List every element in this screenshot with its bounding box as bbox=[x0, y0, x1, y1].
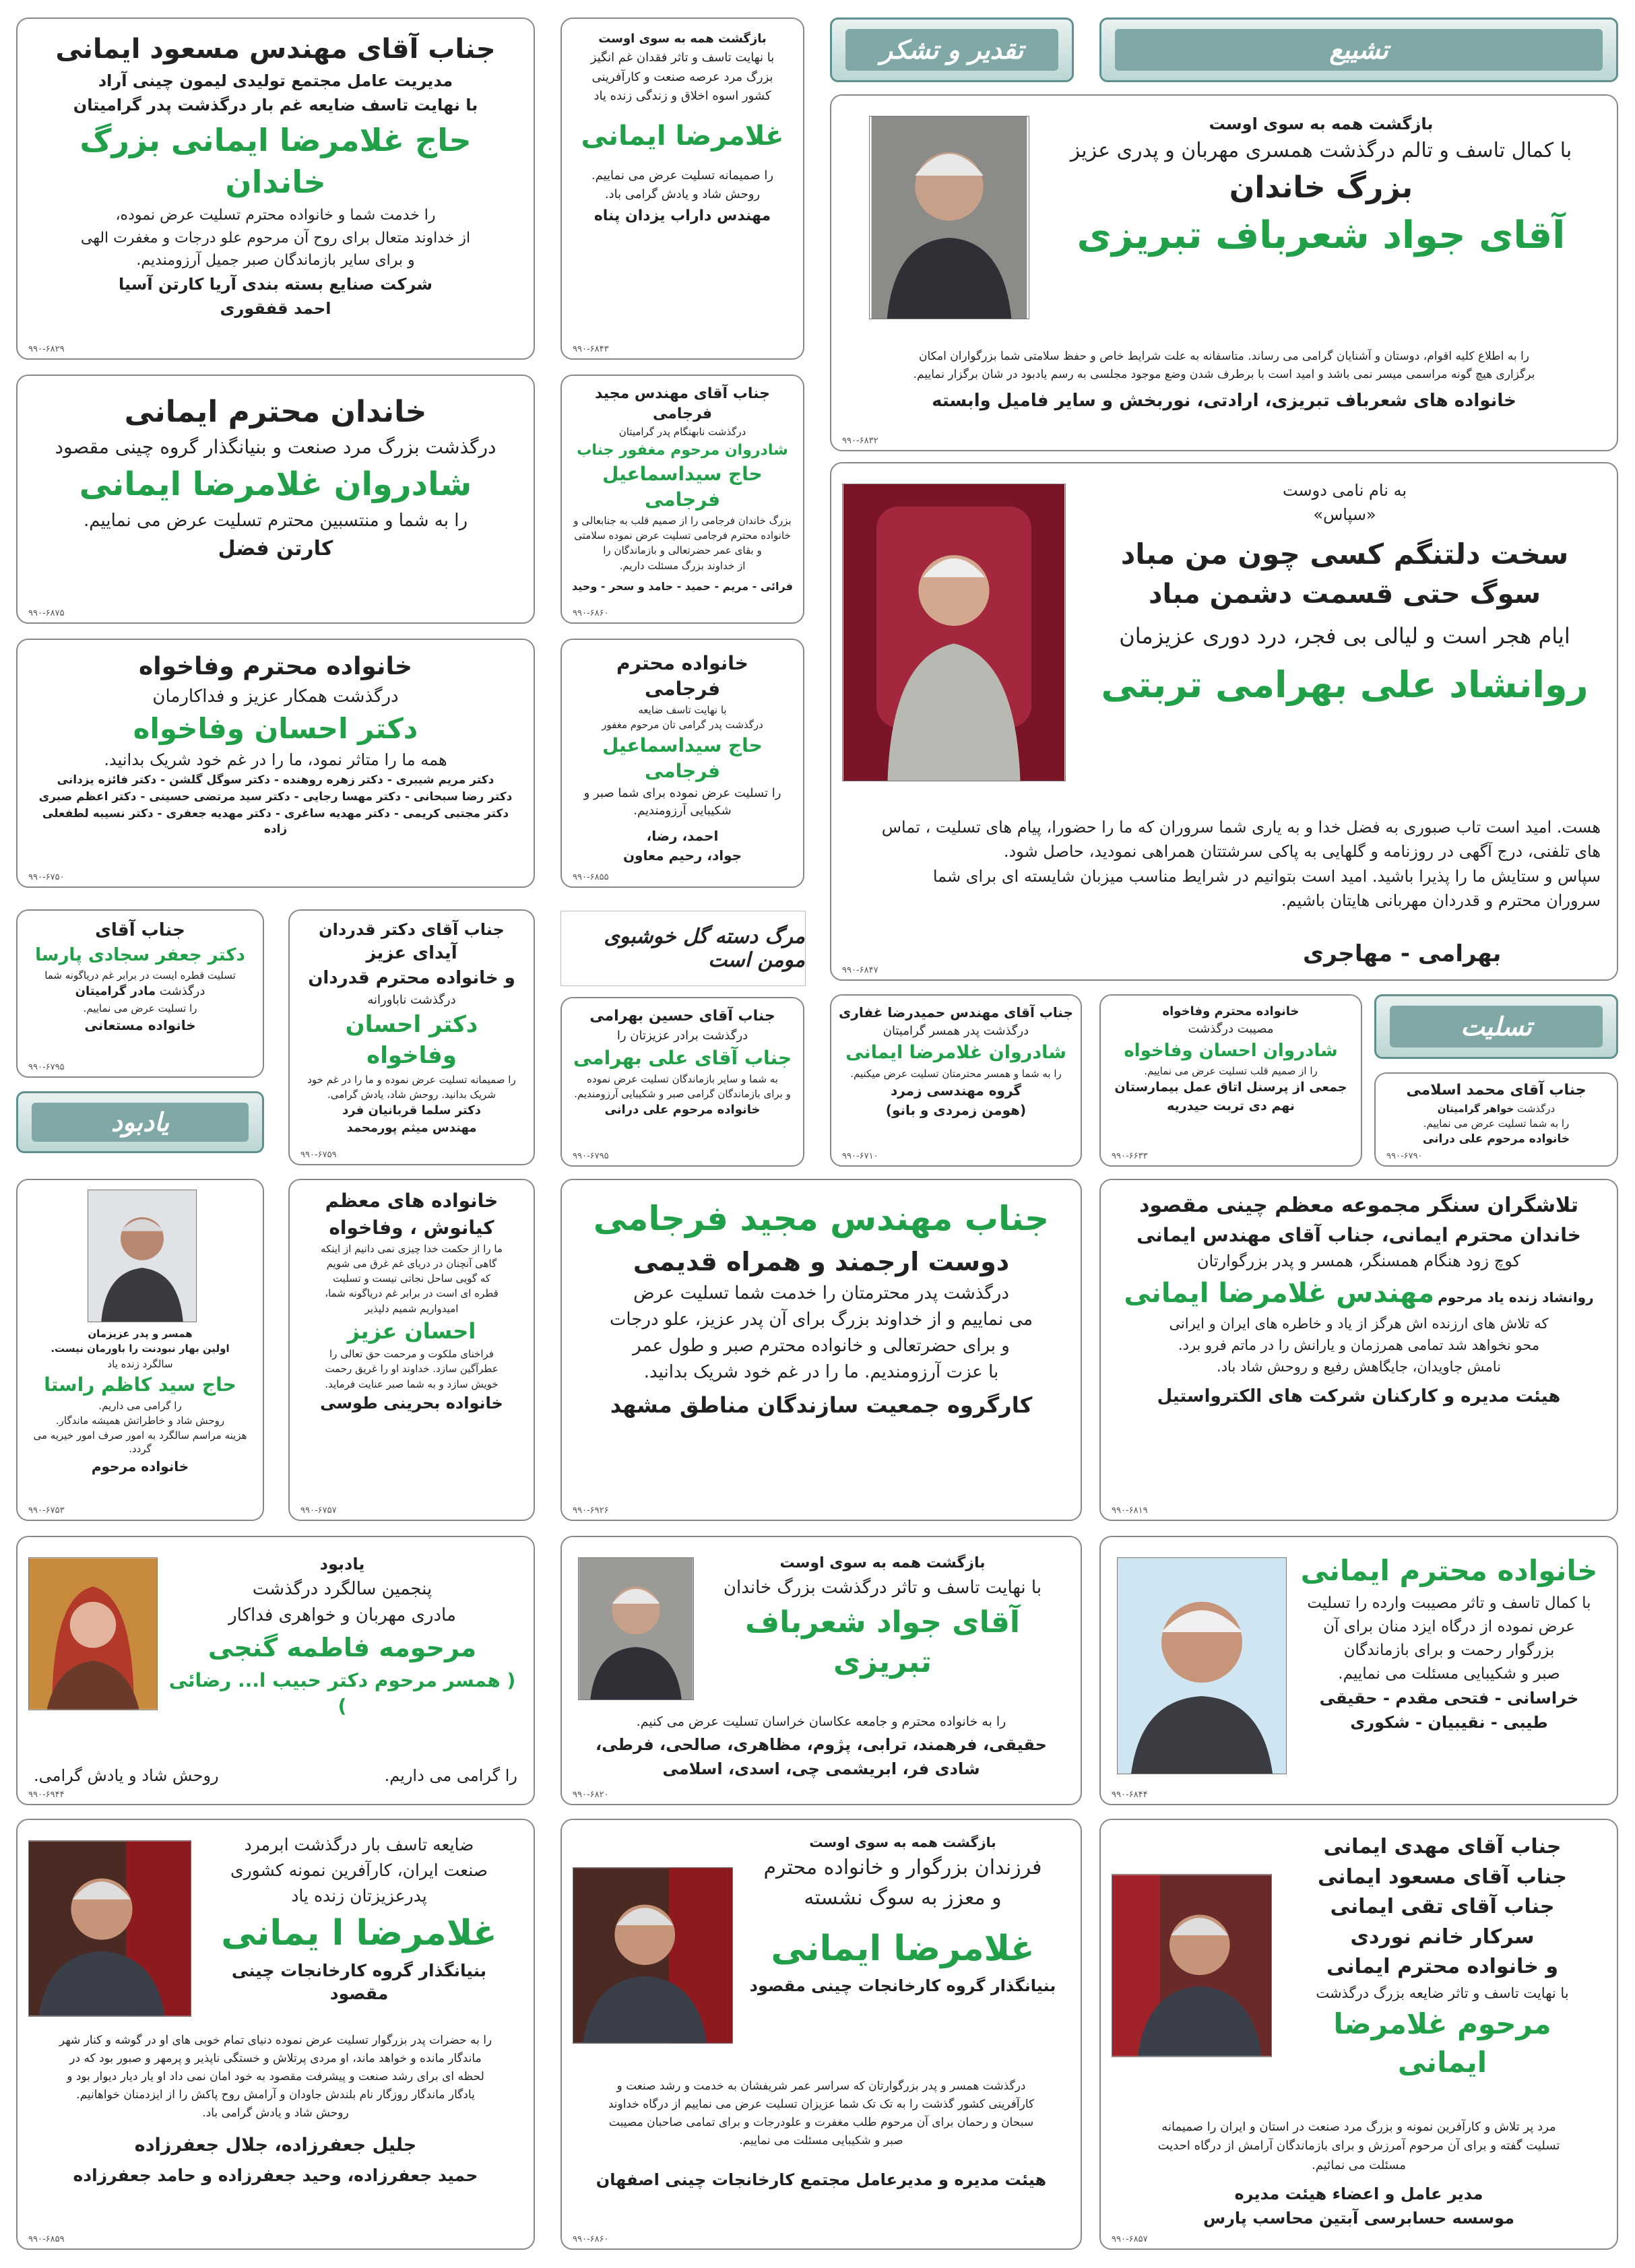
ad-line: هست. امید است تاب صبوری به فضل خدا و به یاری شما سروران که ما را حضورا، پیام های تسلیت ، تماس bbox=[881, 818, 1601, 837]
ad-eslami bbox=[1374, 1072, 1618, 1167]
ad-line: و برای سایر بازماندگان صبر جمیل آرزومندیم. bbox=[136, 252, 415, 269]
ad-line: و معزز به سوگ نشسته bbox=[804, 1885, 1002, 1910]
ad-line: را به شما و همسر محترمتان تسلیت عرض میکنیم. bbox=[850, 1067, 1062, 1080]
ad-line: دکتر مجتبی کریمی - دکتر مهدیه ساغری - دکتر مهدیه جعفری - دکتر نسیبه لطفعلی زاده bbox=[42, 806, 509, 836]
ad-line: درگذشت bbox=[159, 984, 205, 999]
ad-line: را گرامی می داریم. bbox=[98, 1399, 182, 1412]
ad-line: را تسلیت عرض نموده برای شما صبر و bbox=[583, 785, 781, 800]
ad-code: ۹۹۰-۶۷۹۵ bbox=[573, 1151, 609, 1161]
ad-deceased-name: غلامرضا ایمانی bbox=[581, 121, 784, 152]
ad-deceased-name: دکتر احسان وفاخواه bbox=[133, 711, 418, 745]
ad-line: سبحان و رحمان برای آن مرحوم طلب مغفرت و علودرجات و برای تمامی صاحبان مصیبت bbox=[608, 2115, 1034, 2129]
ad-line: را به شما تسلیت عرض می نماییم. bbox=[1423, 1117, 1570, 1130]
ad-signature: بهرامی - مهاجری bbox=[1303, 940, 1502, 968]
ad-line: را به خانواده محترم و جامعه عکاسان خراسان تسلیت عرض می کنیم. bbox=[636, 1714, 1006, 1729]
ad-line: که گویی ساحل نجاتی نیست و تسلیت bbox=[332, 1272, 491, 1285]
ad-deceased-name: حاج سیداسماعیل فرجامی bbox=[602, 463, 763, 511]
header-tasliyat-label: تسلیت bbox=[1461, 1012, 1532, 1041]
ad-code: ۹۹۰-۶۷۹۵ bbox=[28, 1062, 65, 1072]
ad-line: به شما و سایر بازماندگان تسلیت عرض نموده bbox=[587, 1072, 778, 1085]
ad-line: جناب آقای مهندس حمیدرضا غفاری bbox=[838, 1004, 1074, 1020]
portrait-photo bbox=[869, 116, 1029, 319]
ad-line: تلاشگران سنگر مجموعه معظم چینی مقصود bbox=[1139, 1194, 1579, 1217]
ad-signature: احمد قفقوری bbox=[220, 299, 331, 319]
ad-line: را به شما و منتسبین محترم تسلیت عرض می نماییم. bbox=[83, 510, 468, 531]
ad-line: می نماییم و از خداوند بزرگ برای آن پدر عزیز، علو درجات bbox=[609, 1309, 1033, 1330]
ad-signature: کارتن فضل bbox=[218, 537, 333, 561]
ad-line: قطره ای است در برابر غم دریاگونه شما، bbox=[325, 1287, 499, 1300]
ad-deceased-name: دکتر احسان وفاخواه bbox=[345, 1010, 478, 1069]
ad-signature: مدیر عامل و اعضاء هیئت مدیره bbox=[1234, 2184, 1483, 2203]
ad-line: عرض نموده از درگاه ایزد منان برای آن bbox=[1323, 1617, 1575, 1635]
ad-abtin-audit bbox=[1099, 1819, 1618, 2250]
ad-line: روحش شاد و یادش گرامی باد. bbox=[202, 2106, 349, 2120]
ad-line: روحش شاد و یادش گرامی. bbox=[34, 1766, 219, 1785]
ad-deceased-name: غلامرضا ا یمانی bbox=[221, 1913, 497, 1954]
ad-isfahan-china bbox=[560, 1819, 1082, 2250]
ad-line: جناب آقای محمد اسلامی bbox=[1406, 1082, 1586, 1099]
ad-deceased-name: خانواده محترم ایمانی bbox=[1300, 1554, 1598, 1587]
ad-code: ۹۹۰-۶۸۴۷ bbox=[842, 965, 878, 975]
ad-line: بزرگ مرد عرصه صنعت و کارآفرینی bbox=[591, 69, 773, 84]
portrait-photo bbox=[28, 1557, 158, 1710]
ad-line: خانواده محترم فرجامی تسلیت عرض نموده سلامتی bbox=[574, 529, 791, 542]
ad-line: مسئلت می نمائیم. bbox=[1312, 2158, 1406, 2172]
ad-line: ماندگار مانده و خواهد ماند، او مردی پرتلاش و خستگی ناپذیر و پرمهر و صبور بود که در bbox=[69, 2051, 482, 2065]
ad-deceased-name: جناب آقای علی بهرامی bbox=[573, 1046, 792, 1069]
ad-line: برگزاری هیچ گونه مراسمی میسر نمی باشد و امید است با برطرف شدن وضع موجود مجلسی به رسم یادبود در شان برگزار نماییم. bbox=[913, 367, 1535, 381]
ad-line: جناب آقای مهندس مسعود ایمانی bbox=[55, 34, 496, 65]
ad-signature: حقیقی، فرهمند، ترابی، پژوم، مظاهری، صالحی، فرطی، bbox=[596, 1735, 1047, 1754]
ad-deceased-name: احسان عزیز bbox=[347, 1318, 476, 1344]
ad-line: درگذشت بزرگ مرد صنعت و بنیانگذار گروه چینی مقصود bbox=[55, 436, 496, 459]
ad-line: خانواده محترم فرجامی bbox=[616, 652, 748, 700]
ad-deceased-name: مرحومه فاطمه گنجی bbox=[207, 1632, 477, 1662]
ad-deceased-name: مهندس غلامرضا ایمانی bbox=[1124, 1277, 1435, 1309]
ad-signature: نهم دی تربت حیدریه bbox=[1167, 1098, 1295, 1113]
ad-line: امیدواریم شمیم دلپذیر bbox=[364, 1302, 459, 1315]
ad-signature: (هومن زمردی و بانو) bbox=[885, 1101, 1027, 1118]
ad-line: شکیبایی آرزومندیم. bbox=[633, 803, 732, 818]
ad-line: هزینه مراسم سالگرد به امور صرف امور خیریه می گردد. bbox=[33, 1429, 247, 1456]
ad-line: مدیریت عامل مجتمع تولیدی لیمون چینی آراد bbox=[98, 71, 453, 90]
ad-deceased-name: حاج غلامرضا ایمانی بزرگ خاندان bbox=[79, 121, 472, 200]
ad-code: ۹۹۰-۶۸۲۰ bbox=[573, 1790, 609, 1800]
ad-line: جناب آقای مهندس مجید فرجامی bbox=[595, 385, 770, 422]
ad-vafakhah-doctors bbox=[16, 639, 535, 888]
ad-line: درگذشت همکار عزیز و فداکارمان bbox=[152, 686, 399, 707]
ad-ghaffari bbox=[830, 994, 1082, 1167]
ad-line: با عزت آرزومندیم. ما را در غم خود شریک بدانید. bbox=[643, 1362, 999, 1383]
ad-code: ۹۹۰-۶۷۵۹ bbox=[300, 1150, 337, 1160]
ad-line: درگذشت پدر گرامی تان مرحوم مغفور bbox=[602, 718, 763, 731]
ad-line: جناب آقای حسین بهرامی bbox=[589, 1008, 775, 1025]
ad-line: صنعت ایران، کارآفرین نمونه کشوری bbox=[230, 1860, 488, 1880]
header-tasliyat bbox=[1374, 994, 1618, 1059]
ad-line: درگذشت پدر همسر گرامیتان bbox=[883, 1024, 1029, 1038]
ad-code: ۹۹۰-۶۸۶۰ bbox=[573, 608, 609, 618]
ad-line: و بقای عمر حضرتعالی و بازماندگان را bbox=[603, 544, 762, 557]
ad-signature: طیبی - نقیبیان - شکوری bbox=[1350, 1713, 1548, 1732]
portrait-photo bbox=[28, 1840, 191, 2017]
ad-line: شادروان مرحوم مغفور جناب bbox=[577, 441, 788, 459]
ad-line: عطرآگین سازد. خداوند او را غریق رحمت bbox=[325, 1363, 499, 1375]
ad-line: با نهایت تاسف ضایعه bbox=[638, 703, 727, 716]
portrait-photo bbox=[88, 1190, 197, 1322]
ad-line: را از صمیم قلب تسلیت عرض می نماییم. bbox=[1144, 1064, 1318, 1077]
portrait-photo bbox=[1112, 1874, 1272, 2057]
ad-line: با کمال تاسف و تاثر مصیبت وارده را تسلیت bbox=[1307, 1594, 1591, 1612]
ad-line: خاندان محترم ایمانی، جناب آقای مهندس ایمانی bbox=[1136, 1223, 1581, 1246]
ad-line: مادری مهربان و خواهری فداکار bbox=[228, 1605, 456, 1626]
ad-signature: مهندس داراب یزدان پناه bbox=[594, 207, 771, 224]
ad-line: دوست ارجمند و همراه قدیمی bbox=[633, 1246, 1010, 1276]
ad-line: های تلفنی، درج آگهی در روزنامه و گلهایی به پاکی سرشتتان همراهی نمودید، حاصل شود. bbox=[1003, 842, 1601, 862]
ad-line: را صمیمانه تسلیت عرض نموده و ما را در غم خود bbox=[307, 1073, 516, 1086]
ad-line: لحظه ای برای رشد صنعت و پیشرفت مقصود به خود امان نمی داد او یار دیار دیوار بود و bbox=[67, 2069, 484, 2083]
ad-line: خانواده محترم وفاخواه bbox=[1162, 1004, 1300, 1018]
ad-line: شرکت صنایع بسته بندی آریا کارتن آسیا bbox=[119, 275, 432, 294]
ad-line: سوگ حتی قسمت دشمن مباد bbox=[1148, 579, 1541, 610]
ad-line: ایام هجر است و لیالی بی فجر، درد دوری عزیزمان bbox=[1119, 623, 1570, 649]
ad-line: همه ما را متاثر نمود، ما را در غم خود شریک بدانید. bbox=[104, 750, 447, 770]
ad-signature: خانواده مستعانی bbox=[84, 1016, 196, 1033]
ad-line: جناب آقای مسعود ایمانی bbox=[1317, 1865, 1568, 1889]
ad-signature: گروه مهندسی زمرد bbox=[890, 1082, 1022, 1099]
ad-code: ۹۹۰-۶۸۴۴ bbox=[1112, 1790, 1148, 1800]
portrait-photo bbox=[1117, 1557, 1287, 1774]
ad-deceased-name: شادروان غلامرضا ایمانی bbox=[845, 1042, 1066, 1064]
ad-line: یادگار ماندگار روزگار نام بلندش جاودان و آرامش روح پاکش را از ایزدمنان خواهانیم. bbox=[76, 2087, 475, 2102]
ad-line: سخت دلتنگم کسی چون من مباد bbox=[1120, 537, 1569, 571]
ad-line: خواهر گرامیتان bbox=[1437, 1102, 1514, 1115]
ad-jafarzadeh bbox=[16, 1819, 535, 2250]
ad-line: بنیانگذار گروه کارخانجات چینی مقصود bbox=[231, 1961, 487, 2004]
ad-line: بنیانگذار گروه کارخانجات چینی مقصود bbox=[749, 1976, 1056, 1996]
ad-line: را صمیمانه تسلیت عرض می نماییم. bbox=[591, 168, 774, 183]
ad-line: خانواده محترم وفاخواه bbox=[139, 653, 412, 680]
ad-line: خانواده های معظم bbox=[325, 1190, 499, 1212]
ad-masoud-imani bbox=[16, 18, 535, 360]
ad-line: با نهایت تاسف و تاثر درگذشت بزرگ خاندان bbox=[723, 1577, 1042, 1598]
ad-line: بزرگ خاندان فرجامی را از صمیم قلب به جنابعالی و bbox=[573, 514, 792, 527]
ad-line: آیدای عزیز bbox=[366, 943, 457, 964]
ad-code: ۹۹۰-۶۷۵۳ bbox=[28, 1505, 65, 1516]
ad-code: ۹۹۰-۶۸۲۹ bbox=[28, 344, 65, 354]
ad-deceased-name: شادروان احسان وفاخواه bbox=[1124, 1040, 1338, 1061]
ad-code: ۹۹۰-۶۷۵۷ bbox=[300, 1505, 337, 1516]
ad-line: مصیبت درگذشت bbox=[1188, 1022, 1274, 1037]
ad-signature: خانواده بحرینی طوسی bbox=[320, 1393, 503, 1413]
ad-line: بزرگوار رحمت و برای بازماندگان bbox=[1343, 1641, 1555, 1659]
ad-line: درگذشت نابهنگام پدر گرامیتان bbox=[618, 426, 746, 439]
ad-line: مادر گرامیتان bbox=[75, 984, 156, 999]
ad-signature: هیئت مدیره و مدیرعامل مجتمع کارخانجات چینی اصفهان bbox=[596, 2170, 1047, 2189]
ad-line: «سپاس» bbox=[1313, 505, 1376, 525]
ad-line: ( همسر مرحوم دکتر حبیب ا... رضائی ) bbox=[168, 1668, 516, 1717]
ad-line: پنجمین سالگرد درگذشت bbox=[252, 1579, 432, 1600]
ad-line: بزرگ خاندان bbox=[1229, 170, 1413, 205]
ad-line: مرد پر تلاش و کارآفرین نمونه و بزرگ مرد صنعت در استان و ایران را صمیمانه bbox=[1161, 2120, 1556, 2134]
header-yadbud-label: یادبود bbox=[110, 1107, 170, 1137]
ad-shaarbaf-tabrizi bbox=[830, 94, 1618, 451]
ad-line: را خدمت شما و خانواده محترم تسلیت عرض نموده، bbox=[115, 206, 436, 224]
header-tashyi bbox=[1099, 18, 1618, 82]
ad-signature: جلیل جعفرزاده، جلال جعفرزاده bbox=[134, 2134, 417, 2156]
ad-code: ۹۹۰-۶۷۱۰ bbox=[842, 1151, 878, 1161]
ad-karton-fazl bbox=[16, 375, 535, 624]
ad-signature: جواد، رحیم معاون bbox=[622, 847, 742, 864]
ad-signature: خانواده مرحوم علی درانی bbox=[604, 1103, 761, 1117]
ad-line: بازگشت همه به سوی اوست bbox=[1209, 115, 1434, 133]
ad-majid-farjami-1 bbox=[560, 375, 804, 624]
ad-signature: خانواده مرحوم علی درانی bbox=[1422, 1132, 1570, 1146]
ad-line: نامش جاویدان، جایگاهش رفیع و روحش شاد باد. bbox=[1217, 1359, 1501, 1375]
ad-line: درگذشت bbox=[1517, 1102, 1556, 1115]
ad-line: دکتر رضا سبحانی - دکتر مهسا رجایی - دکتر سید مرتضی حسینی - دکتر اعظم صبری bbox=[38, 789, 513, 804]
ad-deceased-name: مرحوم غلامرضا ایمانی bbox=[1333, 2007, 1551, 2079]
ad-line: و برای بازماندگان گرامی صبر و شکیبایی آرزومندیم. bbox=[574, 1088, 791, 1101]
ad-deceased-name: حاج سیداسماعیل فرجامی bbox=[602, 734, 763, 782]
ad-electrosteel bbox=[1099, 1179, 1618, 1521]
ad-line: به نام نامی دوست bbox=[1282, 481, 1407, 500]
ad-line: درگذشت همسر و پدر بزرگوارتان که سراسر عمر شریفشان به خدمت و رشد صنعت و bbox=[616, 2079, 1026, 2093]
ad-line: جناب آقای تقی ایمانی bbox=[1330, 1895, 1555, 1918]
ad-line: یادبود bbox=[319, 1555, 365, 1574]
ad-line: جناب آقای دکتر قدردان bbox=[319, 920, 505, 939]
ad-signature: خراسانی - فتحی مقدم - حقیقی bbox=[1319, 1688, 1579, 1708]
header-taghdir bbox=[830, 18, 1074, 82]
ad-line: کارآفرینی کشور گذشت را به تک تک شما عزیزان تسلیت عرض می نماییم از درگاه خداوند bbox=[608, 2097, 1035, 2111]
ad-line: جناب آقای bbox=[95, 920, 185, 940]
ad-code: ۹۹۰-۶۹۴۴ bbox=[28, 1790, 65, 1800]
ad-line: اولین بهار نبودنت را باورمان نیست. bbox=[51, 1342, 230, 1355]
ad-line: محو نخواهد شد تمامی همرزمان و یارانش را در ماتم فرو برد. bbox=[1178, 1337, 1540, 1354]
header-taghdir-label: تقدیر و تشکر bbox=[880, 35, 1024, 65]
ad-line: شریک بدانید. روحش شاد، یادش گرامی. bbox=[327, 1088, 496, 1101]
ad-line: همسر و پدر عزیزمان bbox=[88, 1328, 193, 1340]
ad-line: صبر و شکیبایی مسئلت می نماییم. bbox=[1338, 1664, 1560, 1683]
ad-signature: حمید جعفرزاده، وحید جعفرزاده و حامد جعفرزاده bbox=[73, 2166, 478, 2186]
portrait-photo bbox=[842, 484, 1066, 781]
ad-signature: هیئت مدیره و کارکنان شرکت های الکترواستیل bbox=[1157, 1386, 1561, 1406]
ad-signature: خانواده های شعرباف تبریزی، ارادتی، نوربخش و سایر فامیل وابسته bbox=[932, 390, 1516, 411]
ad-code: ۹۹۰-۶۸۴۳ bbox=[573, 344, 609, 354]
ad-line: را به اطلاع کلیه اقوام، دوستان و آشنایان گرامی می رساند. متاسفانه به علت شرایط خاص و حفظ سلامتی شما بزرگواران امکان bbox=[918, 350, 1530, 363]
ad-line: کوچ زود هنگام همسنگر، همسر و پدر بزرگوارتان bbox=[1196, 1252, 1521, 1271]
header-tashyi-label: تشییع bbox=[1329, 35, 1388, 65]
ad-bahrami-torbati bbox=[830, 462, 1618, 981]
ad-signature: احمد، رضا، bbox=[646, 828, 719, 845]
ad-code: ۹۹۰-۶۸۵۵ bbox=[573, 872, 609, 882]
ad-line: سپاس و ستایش ما را پذیرا باشید. امید است بتوانیم در شرایط مناسب میزبان شایسته ای برای شما bbox=[932, 866, 1601, 886]
ad-line: سرکار خانم نوردی bbox=[1350, 1924, 1535, 1949]
ad-signature: جمعی از پرسنل اتاق عمل بیمارستان bbox=[1114, 1079, 1347, 1095]
ad-line: بازگشت همه به سوی اوست bbox=[809, 1834, 996, 1850]
ad-code: ۹۹۰-۶۸۱۹ bbox=[1112, 1505, 1148, 1516]
ad-line: روحش شاد و خاطراتش همیشه ماندگار. bbox=[55, 1414, 225, 1427]
ad-line: از خداوند بزرگ مسئلت داریم. bbox=[619, 559, 746, 572]
portrait-photo bbox=[578, 1557, 694, 1700]
ad-line: روحش شاد و یادش گرامی باد. bbox=[604, 187, 761, 202]
ad-line: با نهایت تاسف ضایعه غم بار درگذشت پدر گرامیتان bbox=[73, 96, 478, 115]
ad-code: ۹۹۰-۶۸۶۰ bbox=[573, 2234, 609, 2244]
ad-sajadi-parsa bbox=[16, 909, 264, 1078]
ad-line: و خانواده محترم ایمانی bbox=[1326, 1955, 1558, 1978]
ad-deceased-name: دکتر جعفر سجادی پارسا bbox=[35, 945, 245, 966]
ad-code: ۹۹۰-۶۶۳۳ bbox=[1112, 1151, 1148, 1161]
ad-fatemeh-ganji bbox=[16, 1536, 535, 1805]
ad-yazdan-panah bbox=[560, 18, 804, 360]
ad-line: سروران محترم و قدردان مهربانی هایتان باشیم. bbox=[1281, 891, 1601, 911]
ad-line: با کمال تاسف و تالم درگذشت همسری مهربان و پدری عزیز bbox=[1070, 139, 1572, 163]
ad-line: درگذشت پدر محترمتان را خدمت شما تسلیت عرض bbox=[633, 1283, 1009, 1303]
ad-shaarbaf-photographers bbox=[560, 1536, 1082, 1805]
ad-farjami-family bbox=[560, 639, 804, 888]
ad-line: فراخنای ملکوت و مرحمت حق تعالی را bbox=[329, 1348, 494, 1361]
ad-line: روانشاد زنده یاد مرحوم bbox=[1438, 1289, 1594, 1305]
ad-line: درگذشت ناباورانه bbox=[367, 992, 456, 1007]
ad-line: را تسلیت عرض می نماییم. bbox=[83, 1002, 197, 1014]
ad-line: تسلیت گفته و برای آن مرحوم آمرزش و برای بازماندگان آرامش از درگاه احدیت bbox=[1157, 2139, 1560, 2153]
ad-code: ۹۹۰-۶۸۳۲ bbox=[842, 436, 878, 446]
ad-line: کشور اسوه اخلاق و زندگی زنده یاد bbox=[594, 88, 771, 103]
ad-deceased-name: روانشاد علی بهرامی تربتی bbox=[1101, 663, 1589, 706]
ad-line: ضایعه تاسف بار درگذشت ابرمرد bbox=[244, 1835, 474, 1854]
ad-deceased-name: شادروان غلامرضا ایمانی bbox=[79, 465, 472, 504]
ad-code: ۹۹۰-۶۸۵۹ bbox=[28, 2234, 65, 2244]
ad-line: فرزندان بزرگوار و خانواده محترم bbox=[763, 1856, 1042, 1879]
ad-ghadrdan bbox=[288, 909, 535, 1165]
ad-vafakhah-hospital bbox=[1099, 994, 1362, 1167]
ad-kazem-rasta bbox=[16, 1179, 264, 1521]
ad-line: تسلیت قطره ایست در برابر غم دریاگونه شما bbox=[44, 969, 236, 982]
ad-signature: موسسه حسابرسی آبتین محاسب پارس bbox=[1203, 2209, 1515, 2228]
ad-line: با نهایت تاسف و تاثر فقدان غم انگیز bbox=[590, 51, 775, 65]
ad-line: از خداوند متعال برای روح آن مرحوم علو درجات و مغفرت الهی bbox=[80, 229, 471, 247]
ad-signature: فرائی - مریم - حمید - حامد و سحر - وحید bbox=[572, 579, 793, 593]
ad-signature: خانواده مرحوم bbox=[91, 1458, 189, 1475]
ad-majid-farjami-2 bbox=[560, 1179, 1082, 1521]
ad-line: کیانوش ، وفاخواه bbox=[329, 1216, 494, 1239]
ad-signature: شادی فر، ابریشمی چی، اسدی، اسلامی bbox=[662, 1759, 980, 1779]
ad-code: ۹۹۰-۶۷۵۰ bbox=[28, 872, 65, 882]
ad-code: ۹۹۰-۶۸۵۷ bbox=[1112, 2234, 1148, 2244]
ad-deceased-name: آقای جواد شعرباف تبریزی bbox=[745, 1605, 1020, 1680]
ad-line: را به حضرات پدر بزرگوار تسلیت عرض نموده دنیای تمام خوبی های او در گوشه و کنار شهر bbox=[59, 2034, 492, 2047]
ad-line: سالگرد زنده یاد bbox=[107, 1357, 173, 1370]
ad-signature: کارگروه جمعیت سازندگان مناطق مشهد bbox=[610, 1392, 1033, 1419]
ad-line: ما را از حکمت خدا چیزی نمی دانیم از اینکه bbox=[321, 1242, 503, 1255]
quote-text: مرگ دسته گل خوشبوی مومن است bbox=[604, 925, 805, 972]
ad-kianoush-vafakhah bbox=[288, 1179, 535, 1521]
portrait-photo bbox=[573, 1867, 733, 2044]
ad-line: را گرامی می داریم. bbox=[384, 1766, 517, 1785]
ad-line: که تلاش های ارزنده اش هرگز از یاد و خاطره های ایران و ایرانی bbox=[1169, 1315, 1549, 1332]
ad-line: خاندان محترم ایمانی bbox=[124, 395, 427, 429]
ad-line: صبر و شکیبایی مسئلت می نماییم. bbox=[739, 2133, 903, 2147]
ad-deceased-name: جناب مهندس مجید فرجامی bbox=[593, 1199, 1050, 1238]
ad-deceased-name: حاج سید کاظم راستا bbox=[44, 1373, 236, 1396]
ad-hossein-bahrami bbox=[560, 997, 804, 1167]
ad-line: دکتر مریم شیبری - دکتر زهره روهنده - دکتر سوگل گلشن - دکتر فائزه یزدانی bbox=[57, 773, 494, 787]
ad-code: ۹۹۰-۶۹۲۶ bbox=[573, 1505, 609, 1516]
ad-code: ۹۹۰-۶۸۷۵ bbox=[28, 608, 65, 618]
header-yadbud bbox=[16, 1091, 264, 1153]
ad-line: بازگشت همه به سوی اوست bbox=[779, 1555, 986, 1572]
ad-imani-khorasani bbox=[1099, 1536, 1618, 1805]
ad-deceased-name: غلامرضا ایمانی bbox=[771, 1929, 1035, 1969]
ad-line: بازگشت همه به سوی اوست bbox=[598, 32, 767, 46]
ad-line: خویش سازد و به شما صبر عنایت فرماید. bbox=[325, 1378, 499, 1390]
ad-line: درگذشت برادر عزیزتان را bbox=[616, 1028, 748, 1043]
ad-line: با نهایت تاسف و تاثر ضایعه بزرگ درگذشت bbox=[1316, 1984, 1569, 2001]
ad-deceased-name: آقای جواد شعرباف تبریزی bbox=[1077, 214, 1566, 258]
ad-signature: دکتر سلما قربانیان فرد bbox=[342, 1103, 481, 1118]
ad-line: و برای حضرتعالی و خانواده محترم صبر و طول عمر bbox=[633, 1335, 1010, 1356]
ad-line: جناب آقای مهدی ایمانی bbox=[1323, 1835, 1562, 1858]
ad-line: گاهی آنچنان در دریای غم غرق می شویم bbox=[326, 1257, 497, 1270]
ad-code: ۹۹۰-۶۷۹۰ bbox=[1386, 1151, 1423, 1161]
quote-banner bbox=[560, 911, 806, 986]
ad-line: پدرعزیزتان زنده یاد bbox=[291, 1885, 427, 1906]
ad-line: و خانواده محترم قدردان bbox=[308, 968, 515, 989]
ad-signature: مهندس میثم پورمحمد bbox=[346, 1121, 477, 1136]
